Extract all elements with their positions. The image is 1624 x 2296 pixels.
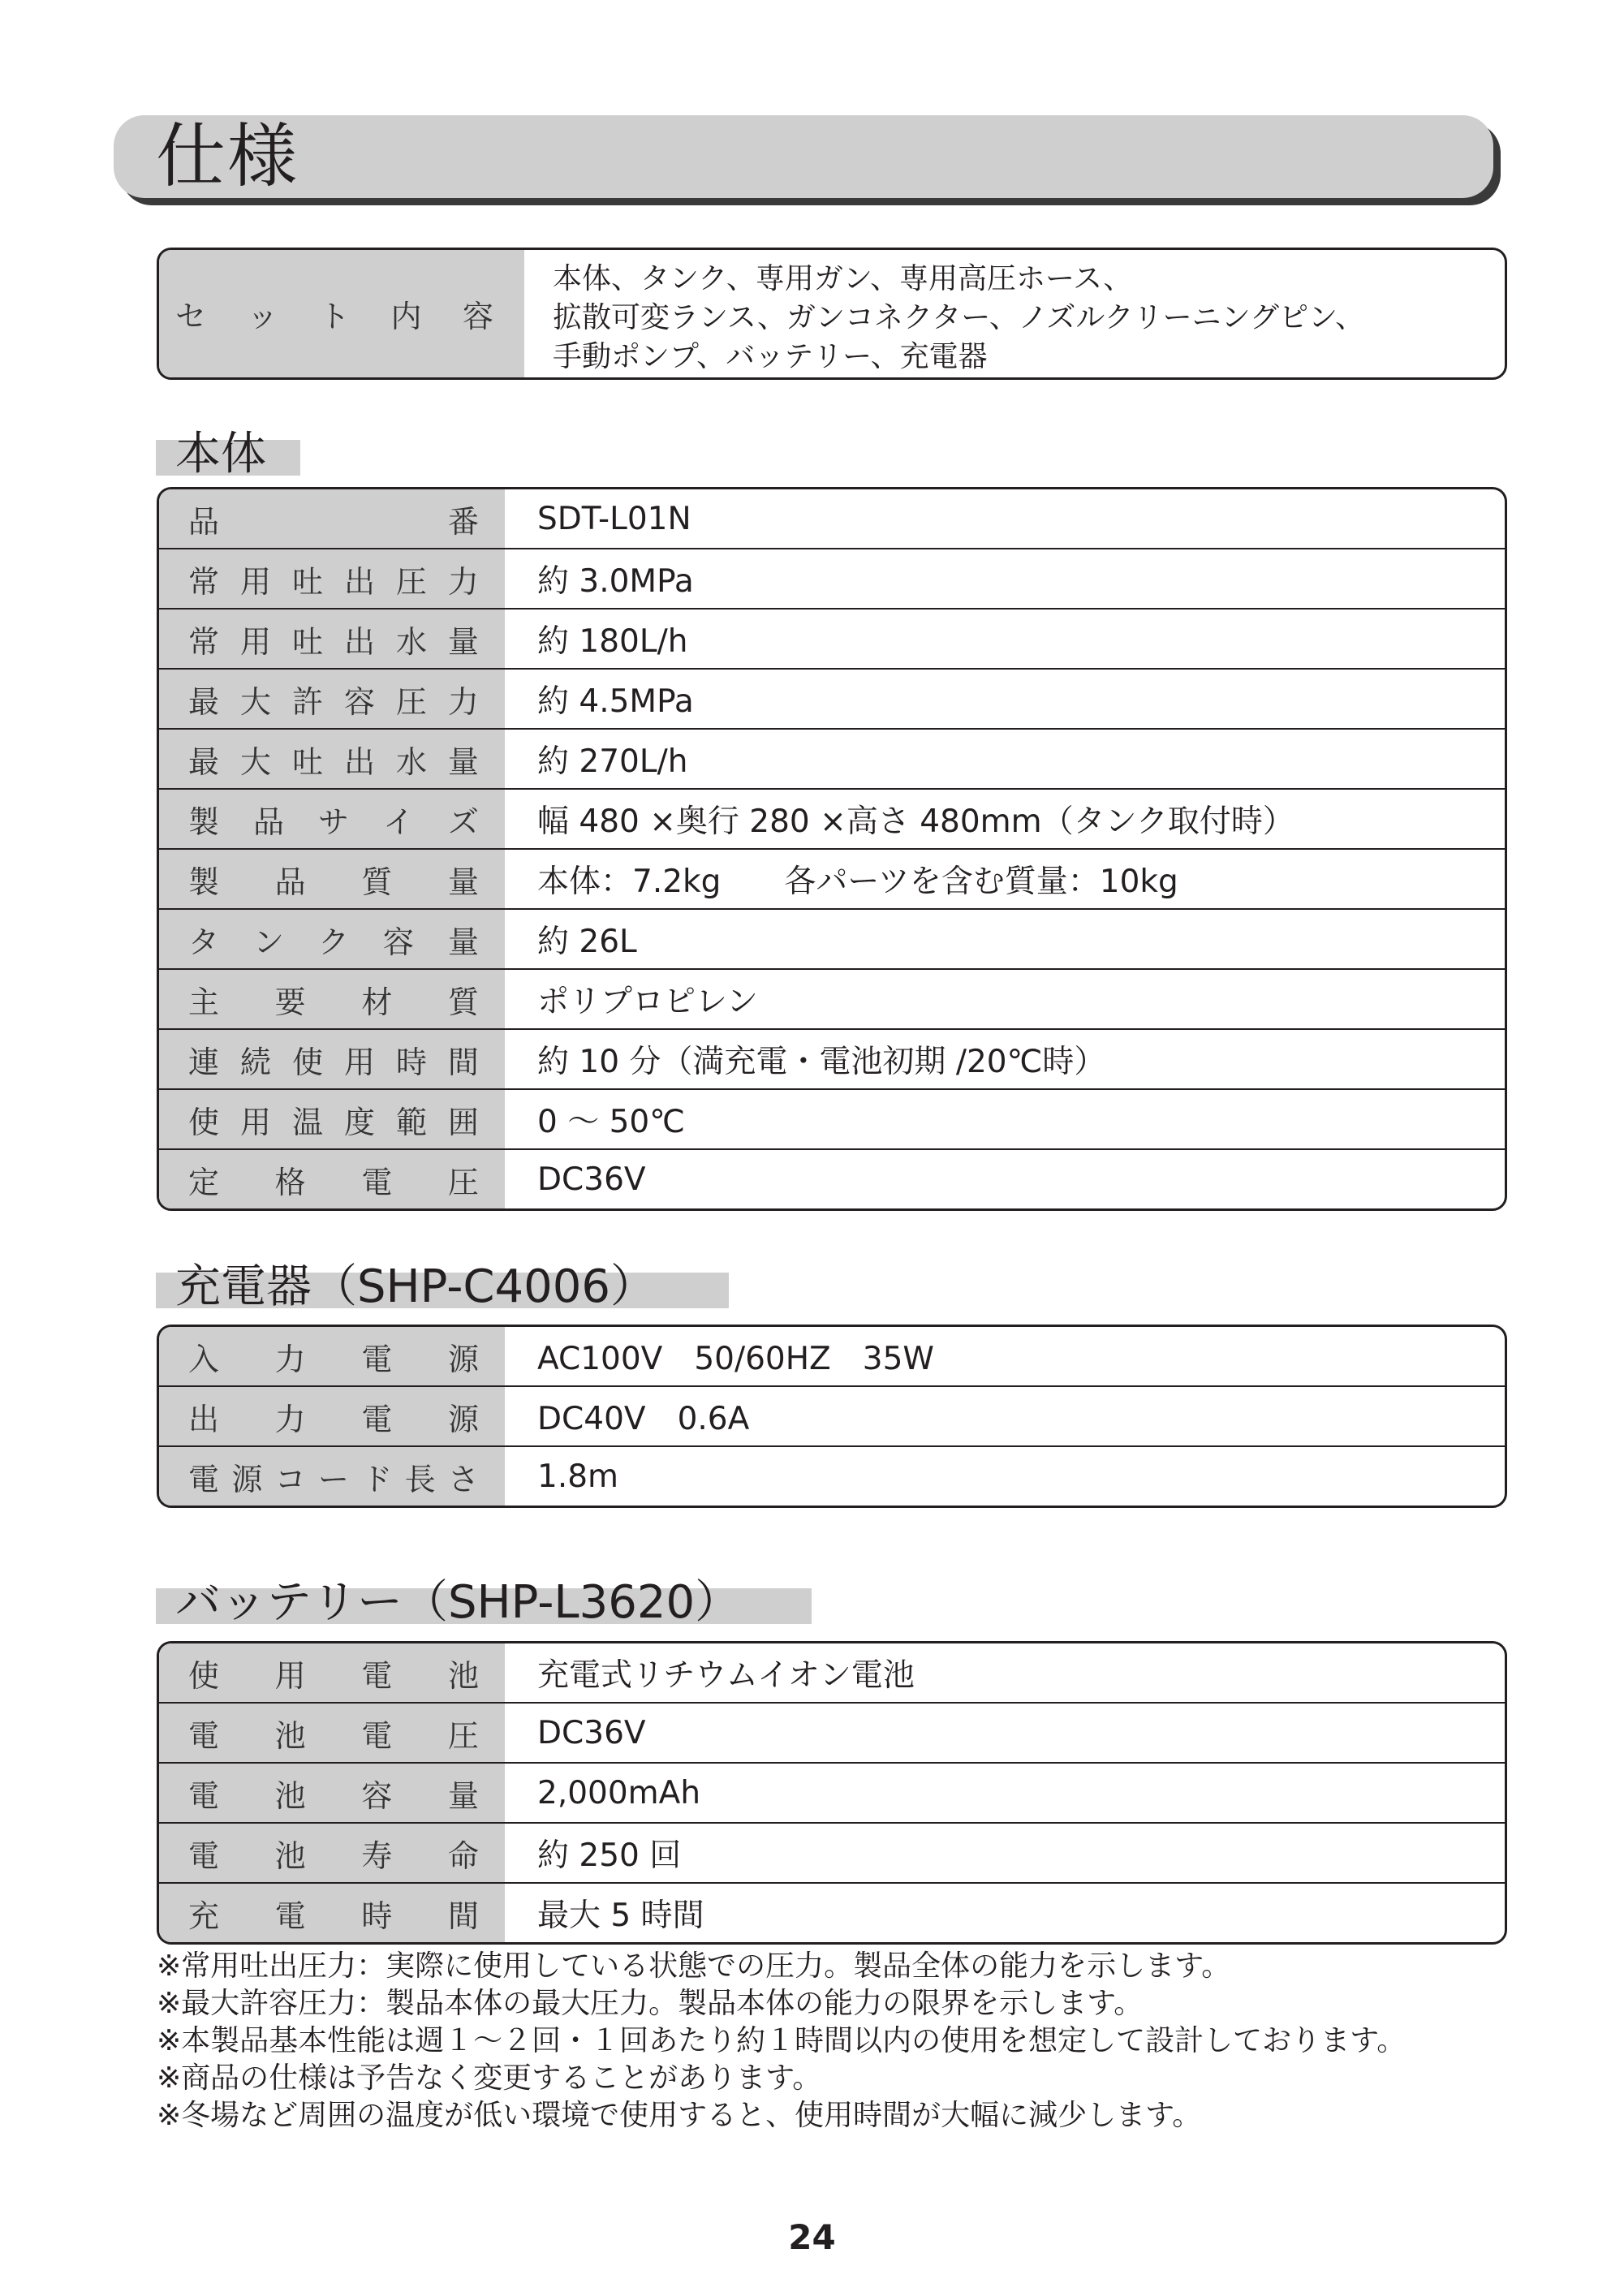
- label-char: ー: [317, 1461, 349, 1497]
- page-title-bar: [114, 115, 1493, 198]
- label-char: 源: [231, 1461, 263, 1497]
- spec-label: [159, 610, 505, 668]
- spec-row: [159, 728, 1505, 788]
- label-char: 水: [395, 743, 427, 780]
- spec-label: [159, 1643, 505, 1702]
- label-char: 番: [447, 503, 479, 540]
- spec-label: [159, 1704, 505, 1762]
- label-char: 出: [188, 1401, 220, 1437]
- label-char: 内: [390, 299, 422, 334]
- spec-label: [159, 1824, 505, 1882]
- spec-table-battery: [157, 1641, 1507, 1945]
- label-char: 量: [447, 924, 479, 960]
- label-char: 大: [239, 683, 271, 720]
- label-char: 用: [239, 1104, 271, 1140]
- label-char: 電: [361, 1657, 393, 1694]
- label-char: 使: [291, 1044, 323, 1080]
- spec-value: DC36V: [537, 1161, 646, 1198]
- label-char: 最: [188, 743, 220, 780]
- footnote: ※冬場など周囲の温度が低い環境で使用すると、使用時間が大幅に減少します。: [157, 2099, 1202, 2132]
- label-char: 量: [447, 864, 479, 900]
- label-char: 寿: [361, 1837, 393, 1874]
- spec-value: 約 10 分（満充電・電池初期 /20℃時）: [537, 1044, 1106, 1080]
- set-contents-value: [524, 250, 1505, 377]
- spec-value: 約 3.0MPa: [537, 563, 694, 600]
- spec-value: 幅 480 ×奥行 280 ×高さ 480mm（タンク取付時）: [537, 803, 1294, 840]
- set-contents-line: 拡散可変ランス、ガンコネクター、ノズルクリーニングピン、: [553, 301, 1365, 334]
- spec-label: [159, 1030, 505, 1088]
- spec-value: DC40V 0.6A: [537, 1401, 750, 1437]
- label-char: 圧: [447, 1164, 479, 1200]
- label-char: 時: [395, 1044, 427, 1080]
- label-char: 容: [343, 683, 375, 720]
- label-char: 品: [274, 864, 306, 900]
- spec-label: [159, 1327, 505, 1385]
- label-char: 電: [274, 1898, 306, 1934]
- set-contents-line: 本体、タンク、専用ガン、専用高圧ホース、: [553, 262, 1133, 295]
- label-char: 力: [274, 1401, 306, 1437]
- spec-row: [159, 608, 1505, 668]
- label-char: 力: [447, 683, 479, 720]
- section-heading-bar: [156, 1260, 729, 1313]
- label-char: 出: [343, 623, 375, 660]
- label-char: 続: [239, 1044, 271, 1080]
- label-char: 源: [447, 1341, 479, 1377]
- label-char: 水: [395, 623, 427, 660]
- set-contents-box: [157, 248, 1507, 380]
- spec-label: [159, 1764, 505, 1822]
- label-char: 電: [361, 1717, 393, 1754]
- label-char: 長: [404, 1461, 436, 1497]
- label-char: 容: [382, 924, 414, 960]
- label-char: ン: [252, 924, 284, 960]
- label-char: 池: [447, 1657, 479, 1694]
- label-char: 出: [343, 563, 375, 600]
- spec-label: [159, 910, 505, 968]
- label-char: 大: [239, 743, 271, 780]
- label-char: 用: [239, 623, 271, 660]
- spec-label: [159, 670, 505, 728]
- spec-value: 約 4.5MPa: [537, 683, 694, 720]
- label-char: 間: [447, 1898, 479, 1934]
- set-contents-line: 手動ポンプ、バッテリー、充電器: [553, 340, 988, 373]
- spec-value: AC100V 50/60HZ 35W: [537, 1341, 934, 1377]
- label-char: ト: [318, 299, 350, 334]
- label-char: 電: [361, 1164, 393, 1200]
- spec-value: 充電式リチウムイオン電池: [537, 1657, 915, 1694]
- label-char: 命: [447, 1837, 479, 1874]
- label-char: 範: [395, 1104, 427, 1140]
- spec-table-main: [157, 487, 1507, 1211]
- label-char: 使: [188, 1657, 220, 1694]
- label-char: 電: [188, 1461, 220, 1497]
- label-char: 許: [291, 683, 323, 720]
- spec-value: 本体：7.2kg 各パーツを含む質量：10kg: [537, 864, 1178, 900]
- label-char: 常: [188, 623, 220, 660]
- spec-value: 約 26L: [537, 924, 637, 960]
- label-char: ク: [317, 924, 349, 960]
- label-char: 囲: [447, 1104, 479, 1140]
- label-char: サ: [317, 803, 349, 840]
- spec-value: SDT-L01N: [537, 500, 691, 537]
- spec-row: [159, 1028, 1505, 1088]
- set-contents-label: [159, 250, 524, 377]
- label-char: 力: [447, 563, 479, 600]
- label-char: 質: [447, 984, 479, 1020]
- label-char: 間: [447, 1044, 479, 1080]
- spec-row: [159, 548, 1505, 608]
- spec-label: [159, 549, 505, 608]
- label-char: 容: [361, 1777, 393, 1814]
- spec-value: 0 ～ 50℃: [537, 1104, 686, 1140]
- label-char: 製: [188, 864, 220, 900]
- label-char: 電: [188, 1837, 220, 1874]
- spec-label: [159, 489, 505, 548]
- label-char: コ: [274, 1461, 306, 1497]
- spec-value: 1.8m: [537, 1458, 619, 1495]
- spec-row: [159, 1148, 1505, 1208]
- label-char: 量: [447, 1777, 479, 1814]
- spec-value: 約 270L/h: [537, 743, 688, 780]
- label-char: 電: [361, 1341, 393, 1377]
- spec-label: [159, 850, 505, 908]
- spec-value: 約 250 回: [537, 1837, 682, 1874]
- label-char: ド: [361, 1461, 393, 1497]
- footnote: ※本製品基本性能は週１～２回・１回あたり約１時間以内の使用を想定して設計しております。: [157, 2024, 1406, 2057]
- spec-row: [159, 1385, 1505, 1445]
- footnotes: [157, 1948, 1406, 2134]
- label-char: 入: [188, 1341, 220, 1377]
- label-char: 格: [274, 1164, 306, 1200]
- spec-row: [159, 489, 1505, 548]
- label-char: ッ: [247, 299, 278, 334]
- spec-value: 最大 5 時間: [537, 1898, 704, 1934]
- label-char: 源: [447, 1401, 479, 1437]
- spec-label: [159, 970, 505, 1028]
- spec-label: [159, 1884, 505, 1942]
- label-char: 最: [188, 683, 220, 720]
- footnote: ※商品の仕様は予告なく変更することがあります。: [157, 2061, 822, 2095]
- label-char: 品: [188, 503, 220, 540]
- spec-value: 2,000mAh: [537, 1774, 701, 1811]
- label-char: 製: [188, 803, 220, 840]
- label-char: さ: [447, 1461, 479, 1497]
- label-char: 池: [274, 1837, 306, 1874]
- footnote: ※常用吐出圧力：実際に使用している状態での圧力。製品全体の能力を示します。: [157, 1949, 1231, 1983]
- page-number: 24: [788, 2217, 836, 2257]
- spec-label: [159, 1150, 505, 1208]
- spec-value: DC36V: [537, 1714, 646, 1751]
- label-char: 用: [274, 1657, 306, 1694]
- label-char: 充: [188, 1898, 220, 1934]
- label-char: 度: [343, 1104, 375, 1140]
- label-char: ズ: [447, 803, 479, 840]
- label-char: 電: [188, 1777, 220, 1814]
- spec-row: [159, 1445, 1505, 1506]
- label-char: 時: [361, 1898, 393, 1934]
- label-char: 用: [343, 1044, 375, 1080]
- section-heading: バッテリー（SHP-L3620）: [175, 1576, 741, 1629]
- label-char: 温: [291, 1104, 323, 1140]
- footnote: ※最大許容圧力：製品本体の最大圧力。製品本体の能力の限界を示します。: [157, 1987, 1144, 2020]
- label-char: 電: [361, 1401, 393, 1437]
- label-char: 吐: [291, 563, 323, 600]
- label-char: 圧: [447, 1717, 479, 1754]
- label-char: 容: [462, 299, 493, 334]
- label-char: 出: [343, 743, 375, 780]
- spec-label: [159, 1447, 505, 1506]
- label-char: 圧: [395, 683, 427, 720]
- spec-label: [159, 730, 505, 788]
- spec-label: [159, 1090, 505, 1148]
- label-char: 用: [239, 563, 271, 600]
- label-char: 池: [274, 1717, 306, 1754]
- spec-label: [159, 1387, 505, 1445]
- spec-value: ポリプロピレン: [537, 984, 759, 1020]
- label-char: 力: [274, 1341, 306, 1377]
- label-char: 電: [188, 1717, 220, 1754]
- spec-row: [159, 1762, 1505, 1822]
- spec-row: [159, 1702, 1505, 1762]
- label-char: 主: [188, 984, 220, 1020]
- page-title: 仕様: [156, 116, 299, 197]
- label-char: イ: [382, 803, 414, 840]
- label-char: 吐: [291, 743, 323, 780]
- section-heading-bar: [156, 428, 300, 480]
- spec-row: [159, 1643, 1505, 1702]
- label-char: 常: [188, 563, 220, 600]
- label-char: 質: [361, 864, 393, 900]
- label-char: 量: [447, 743, 479, 780]
- spec-row: [159, 848, 1505, 908]
- spec-label: [159, 790, 505, 848]
- spec-row: [159, 908, 1505, 968]
- label-char: 池: [274, 1777, 306, 1814]
- label-char: 材: [361, 984, 393, 1020]
- section-heading-bar: [156, 1576, 812, 1629]
- label-char: タ: [188, 924, 220, 960]
- label-char: 定: [188, 1164, 220, 1200]
- label-char: 量: [447, 623, 479, 660]
- spec-row: [159, 1327, 1505, 1385]
- label-char: 要: [274, 984, 306, 1020]
- label-char: 品: [252, 803, 284, 840]
- label-char: セ: [175, 299, 207, 334]
- spec-row: [159, 788, 1505, 848]
- spec-value: 約 180L/h: [537, 623, 688, 660]
- label-char: 使: [188, 1104, 220, 1140]
- section-heading: 本体: [175, 428, 266, 480]
- spec-row: [159, 1822, 1505, 1882]
- section-heading: 充電器（SHP-C4006）: [175, 1260, 657, 1313]
- spec-row: [159, 1882, 1505, 1942]
- spec-row: [159, 968, 1505, 1028]
- spec-row: [159, 1088, 1505, 1148]
- spec-table-charger: [157, 1325, 1507, 1508]
- label-char: 圧: [395, 563, 427, 600]
- label-char: 連: [188, 1044, 220, 1080]
- spec-row: [159, 668, 1505, 728]
- label-char: 吐: [291, 623, 323, 660]
